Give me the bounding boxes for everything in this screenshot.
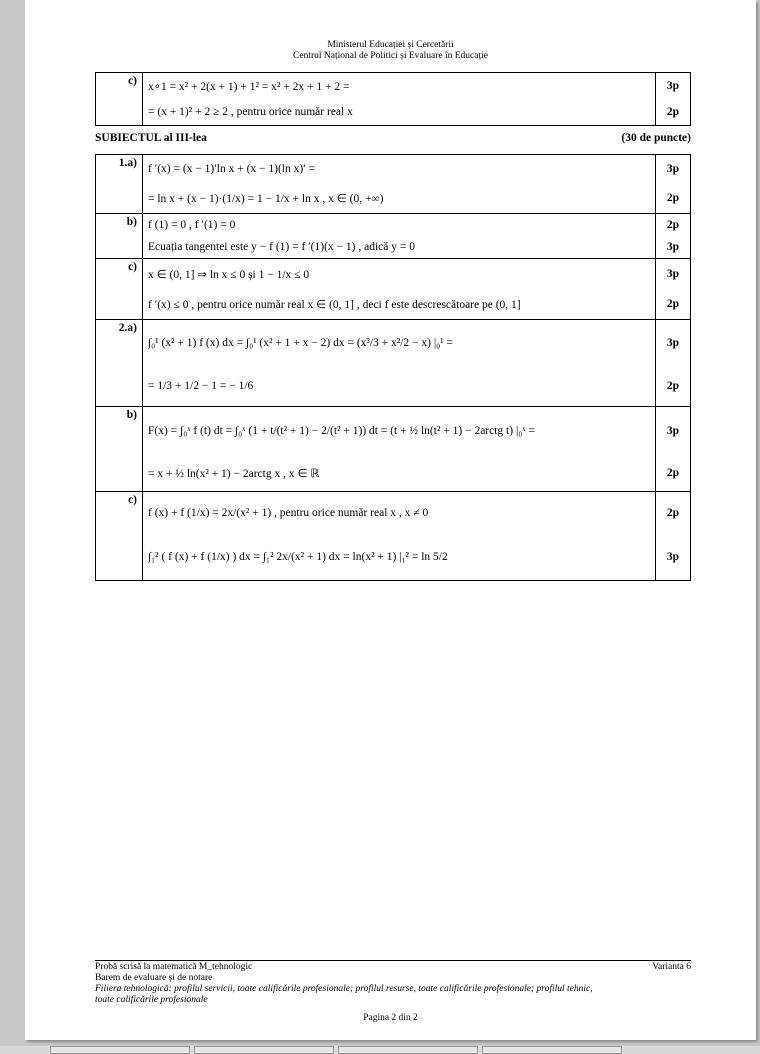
footer-filiera-cont: toate calificările profesionale xyxy=(95,995,208,1005)
points: 2p xyxy=(666,507,680,519)
header-ministry: Ministerul Educației și Cercetării xyxy=(327,40,454,50)
header-center: Centrul Național de Politici și Evaluare în Educație xyxy=(293,51,488,61)
footer-exam: Probă scrisă la matematică M_tehnologic xyxy=(95,962,253,972)
item-label: 1.a) xyxy=(96,155,143,214)
solution-line: = (x + 1)² + 2 ≥ 2 , pentru orice număr real x xyxy=(148,106,353,118)
solution-line: ∫₁² ( f (x) + f (1/x) ) dx = ∫₁² 2x/(x² + 1) dx = ln(x² + 1) |₁² = ln 5/2 xyxy=(148,551,448,563)
points: 3p xyxy=(666,425,680,437)
points: 3p xyxy=(666,241,680,253)
points: 2p xyxy=(666,467,680,479)
solution-line: = x + ½ ln(x² + 1) − 2arctg x , x ∈ ℝ xyxy=(148,468,320,480)
section-title: SUBIECTUL al III-lea xyxy=(95,132,207,144)
points: 2p xyxy=(666,106,680,118)
points: 2p xyxy=(666,192,680,204)
solution-line: f (x) + f (1/x) = 2x/(x² + 1) , pentru orice număr real x , x ≠ 0 xyxy=(148,507,429,519)
footer-filiera: Filiera tehnologică: profilul servicii, toate calificările profesionale; profilul resurse, toate calificările profesionale; profilul tehnic, xyxy=(95,984,593,994)
solution-line: x ∈ (0, 1] ⇒ ln x ≤ 0 și 1 − 1/x ≤ 0 xyxy=(148,269,310,281)
solution-line: Ecuația tangentei este y − f (1) = f ′(1)(x − 1) , adică y = 0 xyxy=(148,241,415,253)
item-label: b) xyxy=(96,214,143,259)
document-page xyxy=(25,0,756,1040)
table-row xyxy=(96,407,691,492)
item-label: b) xyxy=(96,407,143,492)
solution-line: x∘1 = x² + 2(x + 1) + 1² = x² + 2x + 1 + 2 = xyxy=(148,81,350,93)
footer-variant: Varianta 6 xyxy=(652,962,691,972)
taskbar-button[interactable] xyxy=(50,1046,190,1054)
taskbar xyxy=(0,1046,760,1054)
solution-line: f ′(x) = (x − 1)′ln x + (x − 1)(ln x)′ = xyxy=(148,163,316,175)
footer-barem: Barem de evaluare și de notare xyxy=(95,973,213,983)
section-score: (30 de puncte) xyxy=(621,132,691,144)
solution-line: ∫₀¹ (x² + 1) f (x) dx = ∫₀¹ (x² + 1 + x − 2) dx = (x³/3 + x²/2 − x) |₀¹ = xyxy=(148,337,453,349)
table-row xyxy=(96,214,691,259)
points: 3p xyxy=(666,163,680,175)
item-label: c) xyxy=(96,73,143,126)
solution-line: f ′(x) ≤ 0 , pentru orice număr real x ∈ (0, 1] , deci f este descrescătoare pe (0, 1] xyxy=(148,299,521,311)
points: 3p xyxy=(666,268,680,280)
section-heading xyxy=(95,132,691,148)
points: 2p xyxy=(666,298,680,310)
solution-line: f (1) = 0 , f ′(1) = 0 xyxy=(148,219,236,231)
solution-line: = ln x + (x − 1)·(1/x) = 1 − 1/x + ln x , x ∈ (0, +∞) xyxy=(148,193,384,205)
table-row xyxy=(96,320,691,407)
points: 2p xyxy=(666,219,680,231)
points: 3p xyxy=(666,551,680,563)
item-label: c) xyxy=(96,259,143,320)
item-label: 2.a) xyxy=(96,320,143,407)
taskbar-button[interactable] xyxy=(194,1046,334,1054)
page-number: Pagina 2 din 2 xyxy=(363,1013,418,1023)
top-solution-table xyxy=(95,72,691,126)
table-row xyxy=(96,155,691,214)
points: 3p xyxy=(666,80,680,92)
points: 2p xyxy=(666,380,680,392)
solution-line: = 1/3 + 1/2 − 1 = − 1/6 xyxy=(148,380,254,392)
table-row xyxy=(96,492,691,581)
taskbar-button[interactable] xyxy=(338,1046,478,1054)
taskbar-button[interactable] xyxy=(482,1046,622,1054)
solution-table xyxy=(95,154,691,581)
footer xyxy=(95,960,691,1006)
item-label: c) xyxy=(96,492,143,581)
table-row xyxy=(96,259,691,320)
points: 3p xyxy=(666,337,680,349)
solution-line: F(x) = ∫₀ˣ f (t) dt = ∫₀ˣ (1 + t/(t² + 1) − 2/(t² + 1)) dt = (t + ½ ln(t² + 1) − 2arctg t) |₀ˣ = xyxy=(148,425,535,437)
